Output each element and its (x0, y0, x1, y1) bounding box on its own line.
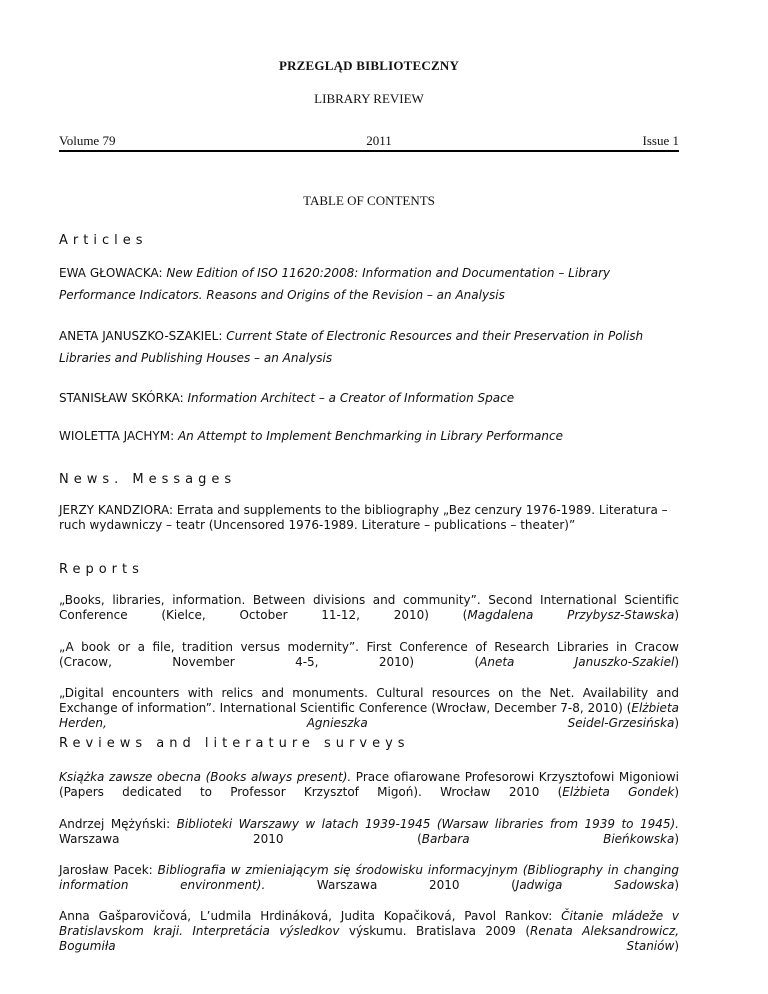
review-close: ) (674, 832, 679, 846)
article-title: Current State of Electronic Resources and their Preservation in Polish Libraries and Publishing Houses – an Analysis (59, 329, 644, 365)
review-title: Biblioteki Warszawy w latach 1939-1945 (Warsaw libraries from 1939 to 1945). (176, 817, 679, 831)
news-text: Errata and supplements to the bibliography „Bez cenzury 1976-1989. Literatura – ruch wydawniczy – teatr (Uncensored 1976-1989. Literature – publications – theater)” (59, 503, 668, 532)
report-author: Aneta Januszko-Szakiel (479, 655, 675, 669)
journal-subtitle: LIBRARY REVIEW (314, 91, 424, 106)
review-author: Andrzej Mężyński: (59, 817, 177, 831)
article-author: WIOLETTA JACHYM: (59, 429, 178, 443)
article-author: EWA GŁOWACKA: (59, 266, 167, 280)
article-entry (59, 387, 679, 409)
review-title: Bibliografia w zmieniającym się środowisku informacyjnym (Bibliography in changing information environment). (59, 863, 680, 892)
report-close: ) (674, 716, 679, 730)
review-close: ) (674, 785, 679, 799)
reviewer: Elżbieta Gondek (562, 785, 675, 799)
reviewer: Jadwiga Sadowska (515, 878, 675, 892)
review-entry (59, 770, 679, 815)
issue-info-row (59, 133, 679, 152)
report-entry (59, 593, 679, 638)
news-author: JERZY KANDZIORA: (59, 503, 177, 517)
section-heading-articles: Articles (59, 233, 148, 248)
article-entry (59, 325, 679, 369)
article-entry (59, 425, 679, 447)
reviewer: Renata Aleksandrowicz, Bogumiła Staniów (59, 924, 680, 953)
article-author: STANISŁAW SKÓRKA: (59, 391, 188, 405)
report-text: „Books, libraries, information. Between divisions and community”. Second International Scientific Conference (Kielce, October 11-12, 2010) ( (59, 593, 679, 622)
article-entry (59, 262, 679, 306)
article-author: ANETA JANUSZKO-SZAKIEL: (59, 329, 227, 343)
article-title: New Edition of ISO 11620:2008: Information and Documentation – Library Performance Indicators. Reasons and Origins of the Revision – an Analysis (59, 266, 611, 302)
news-entry (59, 503, 679, 533)
review-title: Čitanie mládeže v Bratislavskom kraji. Interpretácia výsledkov (59, 909, 680, 938)
issue-label: Issue 1 (642, 133, 679, 148)
section-heading-reports: Reports (59, 562, 144, 577)
review-text: výskumu. Bratislava 2009 ( (339, 924, 531, 938)
report-author: Magdalena Przybysz-Stawska (467, 608, 675, 622)
review-text: Warszawa 2010 ( (59, 832, 422, 846)
section-heading-reviews: Reviews and literature surveys (59, 736, 410, 751)
volume-label: Volume 79 (59, 133, 116, 148)
review-text: Prace ofiarowane Profesorowi Krzysztofowi Migoniowi (Papers dedicated to Professor Krzysztof Migoń). Wrocław 2010 ( (59, 770, 679, 799)
report-entry (59, 640, 679, 685)
review-author: Jarosław Pacek: (59, 863, 158, 877)
journal-title: PRZEGLĄD BIBLIOTECZNY (278, 58, 460, 73)
article-title: An Attempt to Implement Benchmarking in Library Performance (177, 429, 563, 443)
reviewer: Barbara Bieńkowska (421, 832, 675, 846)
review-title: Książka zawsze obecna (Books always present). (59, 770, 352, 784)
section-heading-news: News. Messages (59, 472, 237, 487)
review-close: ) (674, 939, 679, 953)
report-text: „Digital encounters with relics and monuments. Cultural resources on the Net. Availability and Exchange of information”. International Scientific Conference (Wrocław, December 7-8, 2010) ( (59, 686, 679, 715)
year-label: 2011 (366, 133, 392, 148)
review-text: Warszawa 2010 ( (265, 878, 516, 892)
toc-title: TABLE OF CONTENTS (303, 193, 435, 208)
review-entry (59, 817, 679, 862)
report-close: ) (674, 608, 680, 622)
review-author: Anna Gašparovičová, L’udmila Hrdináková, Judita Kopačiková, Pavol Rankov: (59, 909, 562, 923)
review-entry (59, 909, 679, 969)
review-entry (59, 863, 679, 908)
report-text: „A book or a file, tradition versus modernity”. First Conference of Research Libraries in Cracow (Cracow, November 4-5, 2010) ( (59, 640, 679, 669)
report-author: Elżbieta Herden, Agnieszka Seidel-Grzesińska (59, 701, 679, 730)
article-title: Information Architect – a Creator of Information Space (187, 391, 515, 405)
review-close: ) (674, 878, 680, 892)
report-close: ) (674, 655, 679, 669)
